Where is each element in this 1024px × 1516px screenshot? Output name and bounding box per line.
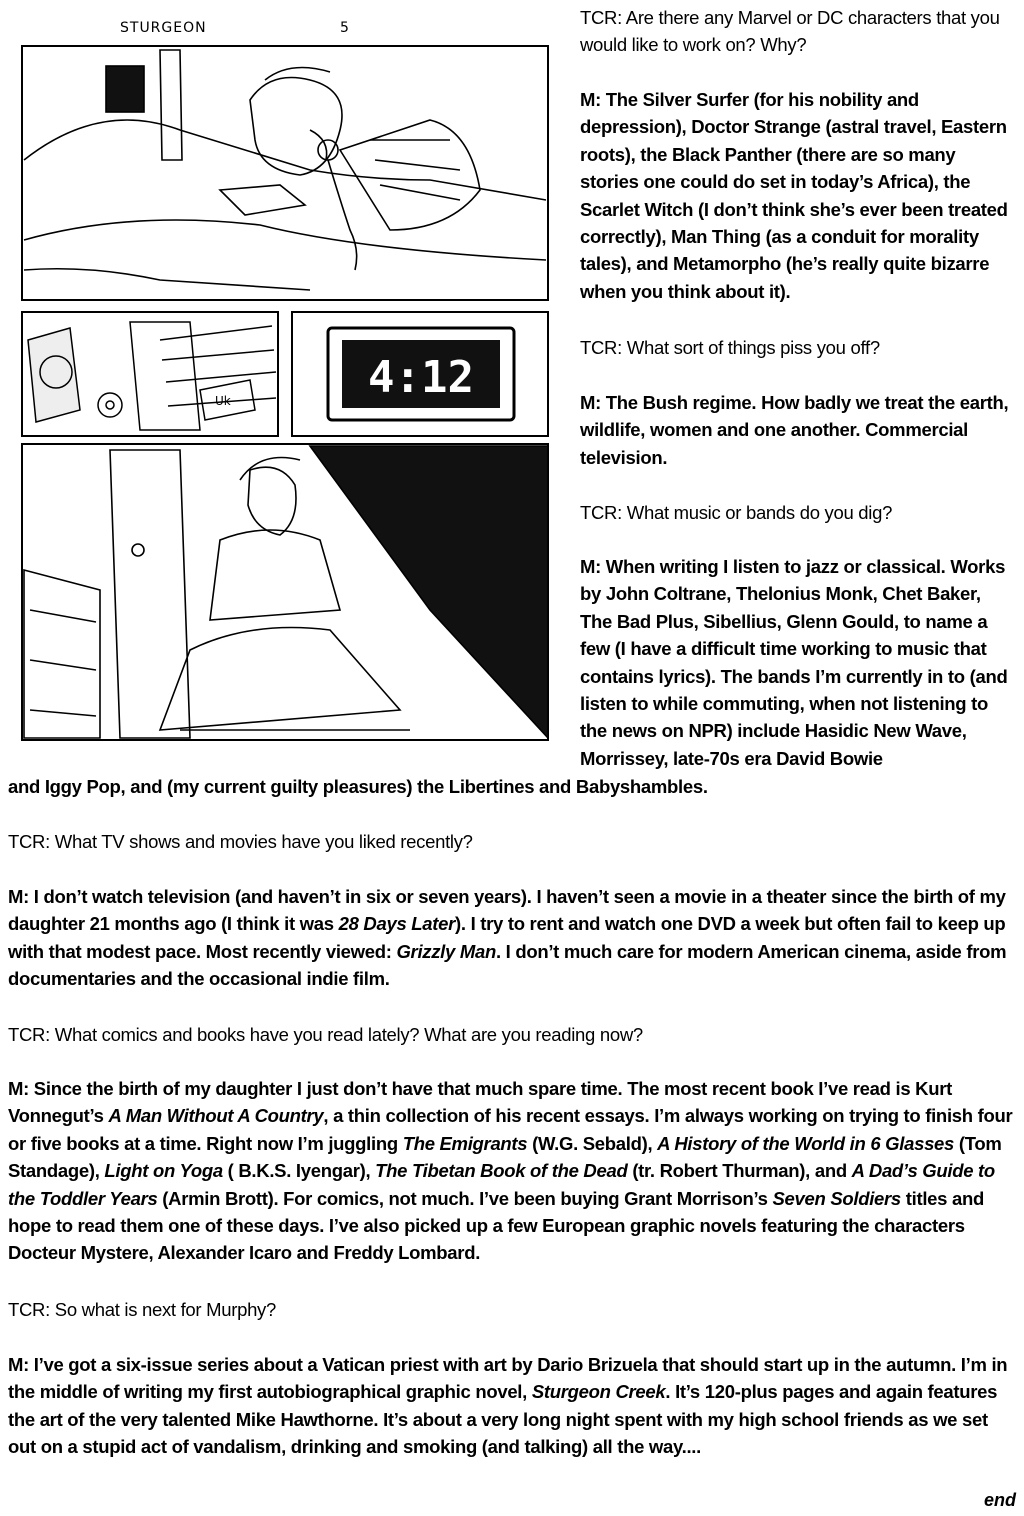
question-whats-next: TCR: So what is next for Murphy? xyxy=(8,1299,276,1320)
comic-panels xyxy=(10,10,550,750)
answer-tv-movies: M: I don’t watch television (and haven’t in six or seven years). I haven’t seen a movie in a theater since the birth of my daughter 21 months ago (I think it was 28 Days Later). I try to rent and watch one DVD a week but often fail to keep up with that modest pace. Most recently viewed: Grizzly Man. I don’t much care for modern American cinema, aside from documentaries and the occasional indie film. xyxy=(8,886,1007,990)
question-piss-off: TCR: What sort of things piss you off? xyxy=(580,337,880,358)
graphic-novel-title: Sturgeon Creek xyxy=(531,1381,666,1403)
question-music: TCR: What music or bands do you dig? xyxy=(580,502,893,523)
box-label: Uk xyxy=(215,394,231,408)
end-marker: end xyxy=(983,1490,1016,1510)
page-number: 5 xyxy=(340,20,350,36)
clock-display: 4:12 xyxy=(368,352,474,403)
panel-phone-bed xyxy=(22,46,548,300)
movie-title: 28 Days Later xyxy=(338,913,456,935)
answer-piss-off: M: The Bush regime. How badly we treat the earth, wildlife, women and one another. Commercial television. xyxy=(580,392,1009,468)
book-title: A Dad’s Guide to the Toddler Years xyxy=(8,1160,995,1209)
answer-music: M: When writing I listen to jazz or classical. Works by John Coltrane, Thelonius Monk, Chet Baker, The Bad Plus, Sibellius, Glenn Gould, to name a few (I have a difficult time working to music that contains lyrics). The bands I’m currently in to (and listen to while commuting, when not listening to the news on NPR) include Hasidic New Wave, Morrissey, late-70s era David Bowie xyxy=(580,556,1008,769)
book-title: A History of the World in 6 Glasses xyxy=(657,1132,955,1154)
artist-signature: STURGEON xyxy=(120,20,207,36)
book-title: A Man Without A Country xyxy=(108,1105,324,1127)
answer-marvel-dc: M: The Silver Surfer (for his nobility and depression), Doctor Strange (astral travel, Eastern roots), the Black Panther (there are so many stories one could do set in today’s Africa), the Scarlet Witch (I don’t think she’s ever been treated correctly), Man Thing (as a conduit for morality tales), and Metamorpho (he’s really quite bizarre when you think about it). xyxy=(580,89,1008,302)
book-title: The Emigrants xyxy=(402,1132,528,1154)
comic-page-art xyxy=(10,10,550,750)
question-tv-movies: TCR: What TV shows and movies have you liked recently? xyxy=(8,831,473,852)
movie-title: Grizzly Man xyxy=(396,940,496,962)
book-title: The Tibetan Book of the Dead xyxy=(375,1160,628,1182)
comic-title: Seven Soldiers xyxy=(772,1187,901,1209)
question-marvel-dc: TCR: Are there any Marvel or DC characters that you would like to work on? Why? xyxy=(580,7,1000,56)
answer-whats-next: M: I’ve got a six-issue series about a Vatican priest with art by Dario Brizuela that should start up in the autumn. I’m in the middle of writing my first autobiographical graphic novel, Sturgeon Creek. It’s 120-plus pages and again features the art of the very talented Mike Hawthorne. It’s about a very long night spent with my high school friends as we set out on a stupid act of vandalism, drinking and smoking (and talking) all the way.... xyxy=(8,1354,1008,1458)
answer-books: M: Since the birth of my daughter I just don’t have that much spare time. The most recent book I’ve read is Kurt Vonnegut’s A Man Without A Country, a thin collection of his recent essays. I’m always working on trying to finish four or five books at a time. Right now I’m juggling The Emigrants (W.G. Sebald), A History of the World in 6 Glasses (Tom Standage), Light on Yoga ( B.K.S. Iyengar), The Tibetan Book of the Dead (tr. Robert Thurman), and A Dad’s Guide to the Toddler Years (Armin Brott). For comics, not much. I’ve been buying Grant Morrison’s Seven Soldiers titles and hope to read them one of these days. I’ve also picked up a few European graphic novels featuring the characters Docteur Mystere, Alexander Icaro and Freddy Lombard. xyxy=(8,1078,1013,1264)
question-books: TCR: What comics and books have you read lately? What are you reading now? xyxy=(8,1024,643,1045)
answer-music-continued: and Iggy Pop, and (my current guilty pleasures) the Libertines and Babyshambles. xyxy=(8,776,708,797)
book-title: Light on Yoga xyxy=(104,1160,223,1182)
